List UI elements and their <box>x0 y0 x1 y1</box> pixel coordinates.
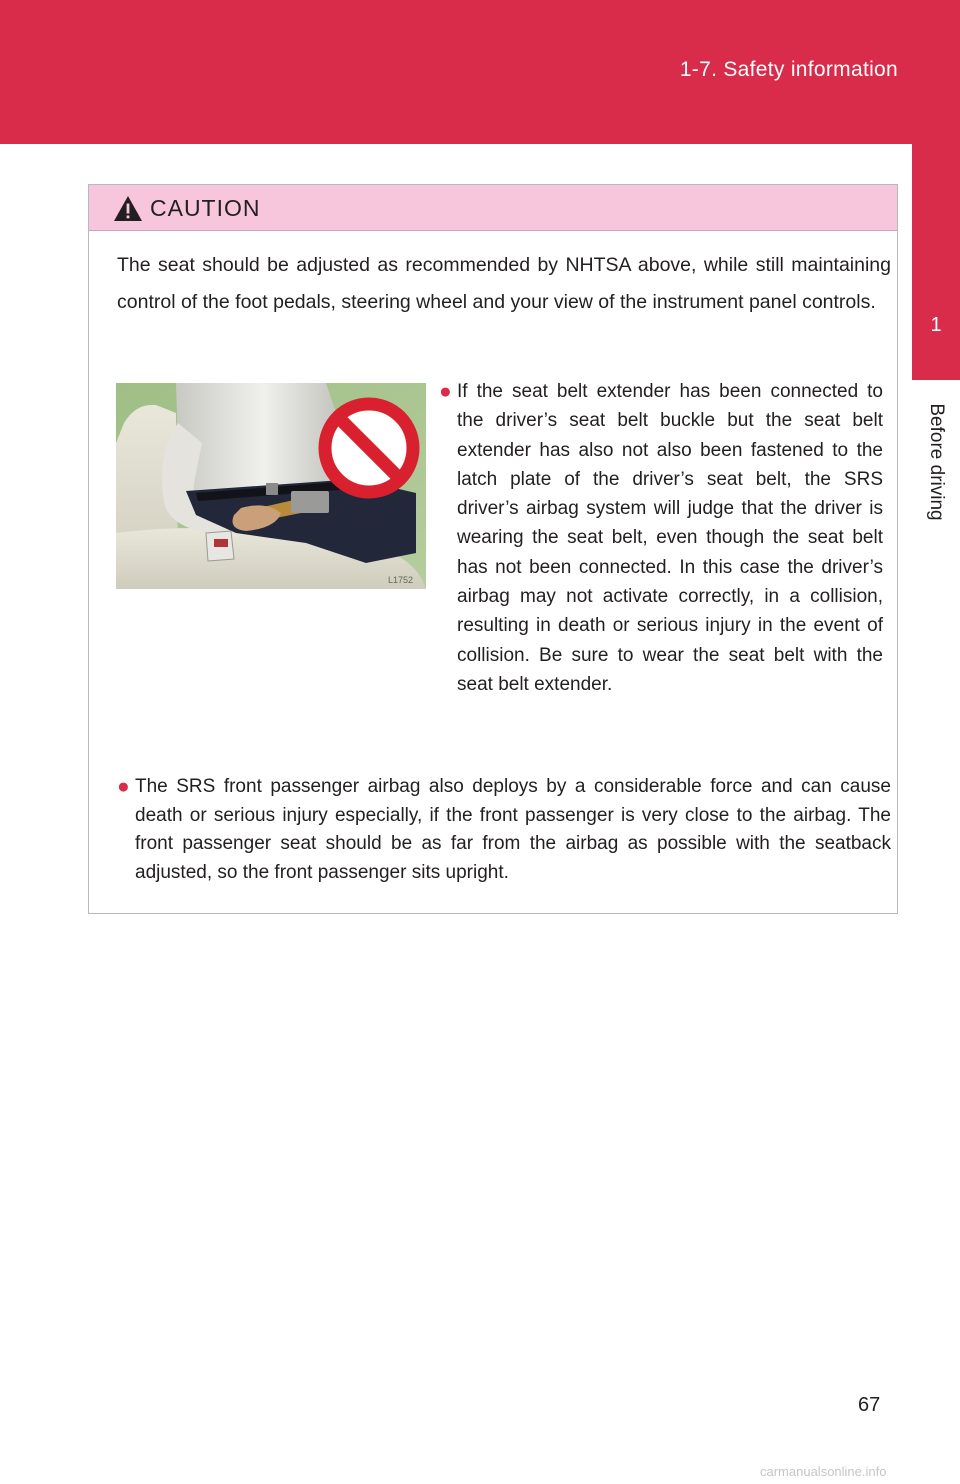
caution-box <box>88 184 898 914</box>
warning-triangle-icon <box>113 195 143 222</box>
chapter-number: 1 <box>930 314 942 336</box>
bullet-icon: ● <box>117 775 130 798</box>
watermark: carmanualsonline.info <box>760 1464 887 1479</box>
bullet-icon: ● <box>439 380 452 403</box>
caution-header <box>89 185 897 231</box>
bullet-text: The SRS front passenger airbag also deploys by a considerable force and can cause death or serious injury especially, if the front passenger is very close to the airbag. The front passenger seat should be as far from the airbag as possible with the seatback adjusted, so the front passenger sits upright. <box>135 776 891 883</box>
caution-title: CAUTION <box>150 195 261 221</box>
illustration-code: L1752 <box>388 575 414 585</box>
chapter-label: Before driving <box>926 403 947 521</box>
list-item <box>439 377 883 699</box>
chapter-label-container <box>921 392 951 532</box>
header-bar <box>0 0 960 144</box>
list-item <box>117 773 891 887</box>
page-number: 67 <box>858 1394 881 1416</box>
seat-belt-extender-illustration <box>116 383 426 589</box>
section-title: 1-7. Safety information <box>679 58 898 81</box>
chapter-tab <box>912 144 960 380</box>
caution-intro: The seat should be adjusted as recommended by NHTSA above, while still maintaining control of the foot pedals, steering wheel and your view of the instrument panel controls. <box>117 254 891 313</box>
illustration-graphic <box>116 383 426 589</box>
bullet-text: If the seat belt extender has been connected to the driver’s seat belt buckle but the seat belt extender has also not also been fastened to the latch plate of the driver’s seat belt, the SRS driver’s airbag system will judge that the driver is wearing the seat belt, even though the seat belt has not been connected. In this case the driver’s airbag may not activate correctly, in a collision, resulting in death or serious injury in the event of collision. Be sure to wear the seat belt with the seat belt extender. <box>457 381 883 695</box>
